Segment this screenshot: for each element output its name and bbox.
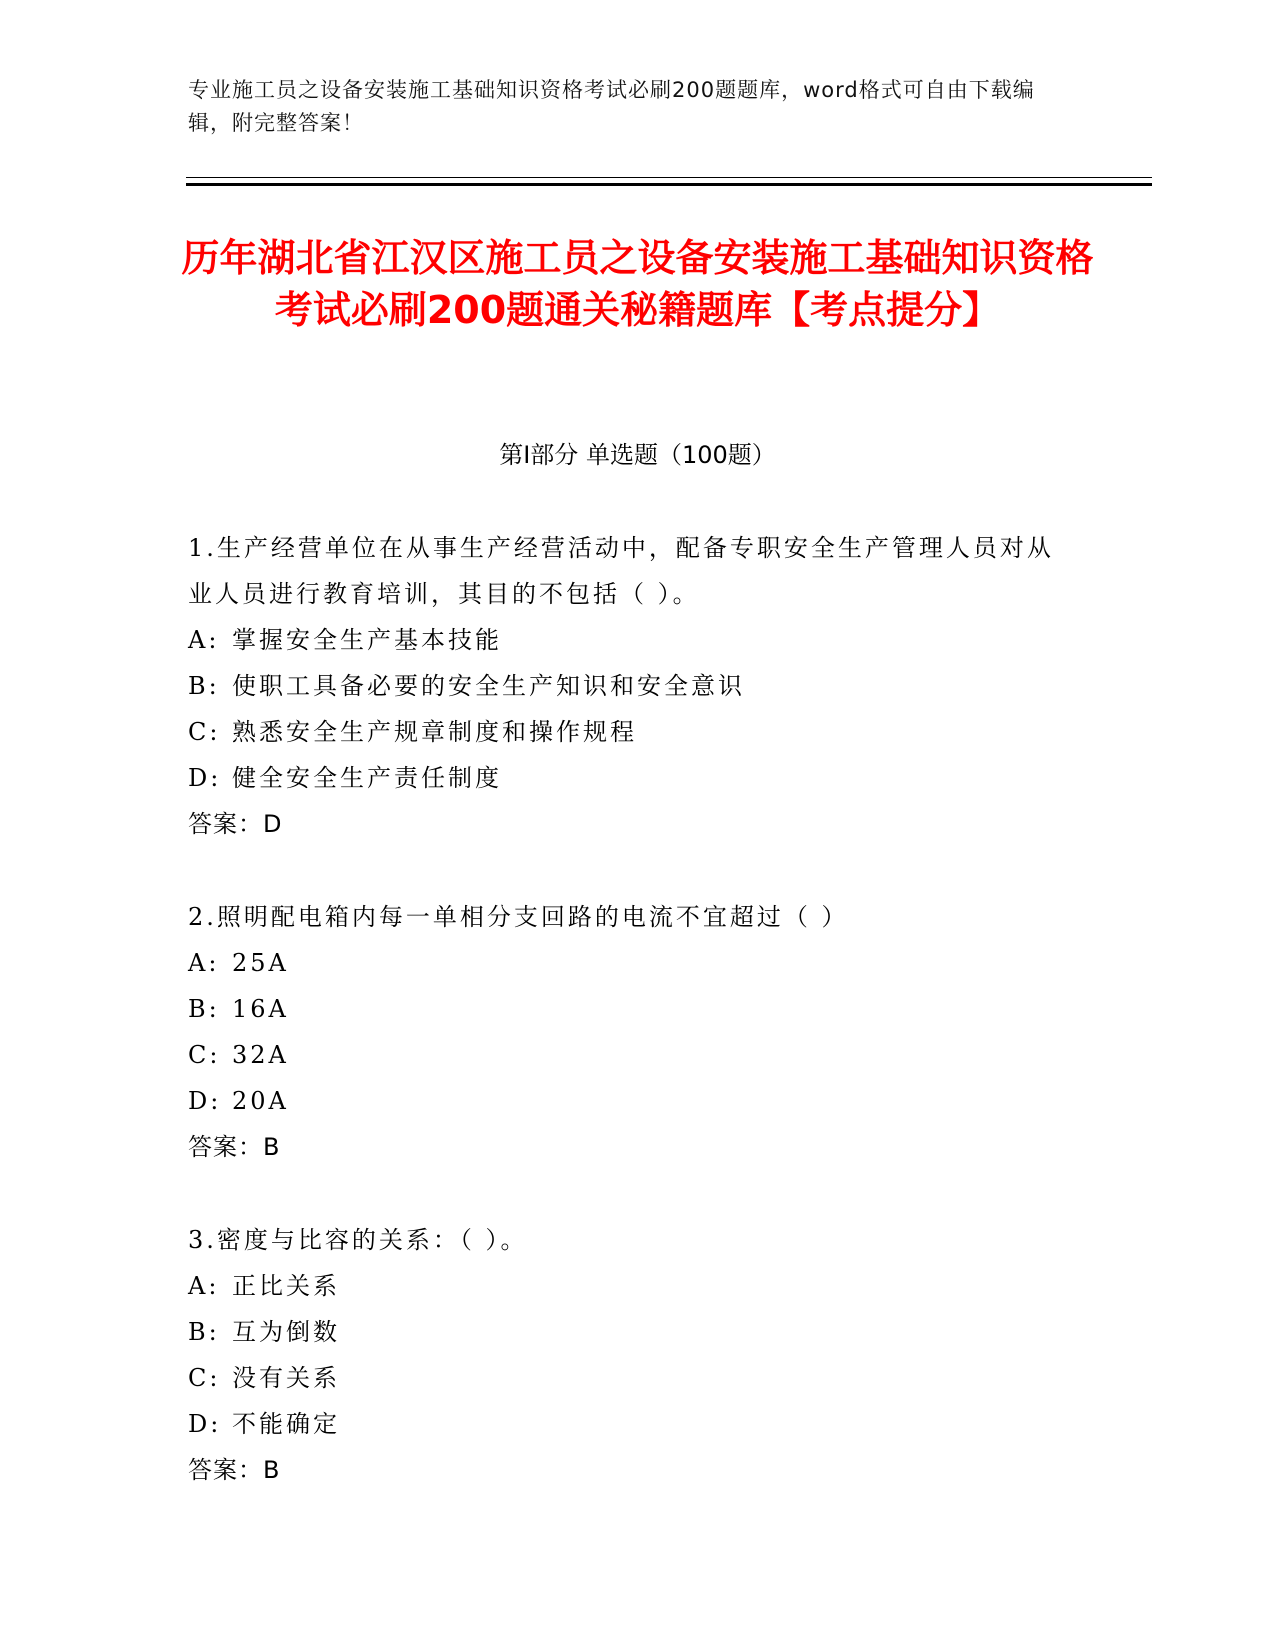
option-a xyxy=(188,1263,1068,1309)
option-d xyxy=(188,1078,1068,1124)
option-text: 使职工具备必要的安全生产知识和安全意识 xyxy=(232,672,745,700)
header-divider-thick xyxy=(186,183,1152,186)
question-stem: 1.生产经营单位在从事生产经营活动中，配备专职安全生产管理人员对从业人员进行教育培训，其目的不包括（ ）。 xyxy=(188,534,1054,608)
option-key: A: xyxy=(188,949,220,977)
option-key: A: xyxy=(188,1272,220,1300)
question-stem: 2.照明配电箱内每一单相分支回路的电流不宜超过（ ） xyxy=(188,903,849,931)
section-title: 第Ⅰ部分 单选题（100题） xyxy=(499,441,776,469)
option-key: D: xyxy=(188,1410,222,1438)
option-text: 不能确定 xyxy=(232,1410,340,1438)
option-key: A: xyxy=(188,626,220,654)
option-key: C: xyxy=(188,1364,221,1392)
answer: 答案：B xyxy=(188,1456,281,1484)
option-key: B: xyxy=(188,995,220,1023)
option-key: C: xyxy=(188,1041,221,1069)
option-b xyxy=(188,663,1068,709)
option-d xyxy=(188,1401,1068,1447)
option-c xyxy=(188,1355,1068,1401)
option-d xyxy=(188,755,1068,801)
option-text: 32A xyxy=(232,1041,289,1069)
option-text: 掌握安全生产基本技能 xyxy=(232,626,502,654)
option-a xyxy=(188,617,1068,663)
question-list xyxy=(188,525,1068,1540)
option-text: 互为倒数 xyxy=(232,1318,340,1346)
option-text: 25A xyxy=(232,949,289,977)
option-c xyxy=(188,709,1068,755)
answer: 答案：D xyxy=(188,810,283,838)
document-title: 历年湖北省江汉区施工员之设备安装施工基础知识资格考试必刷200题通关秘籍题库【考点提分】 xyxy=(181,236,1094,332)
option-b xyxy=(188,986,1068,1032)
option-key: D: xyxy=(188,1087,222,1115)
question-stem: 3.密度与比容的关系：（ ）。 xyxy=(188,1226,528,1254)
header-divider-thin xyxy=(186,177,1152,178)
option-key: C: xyxy=(188,718,221,746)
option-text: 熟悉安全生产规章制度和操作规程 xyxy=(232,718,637,746)
question-1 xyxy=(188,525,1068,847)
option-b xyxy=(188,1309,1068,1355)
option-text: 健全安全生产责任制度 xyxy=(232,764,502,792)
option-c xyxy=(188,1032,1068,1078)
option-key: B: xyxy=(188,1318,220,1346)
answer: 答案：B xyxy=(188,1133,281,1161)
header-note: 专业施工员之设备安装施工基础知识资格考试必刷200题题库，word格式可自由下载编辑，附完整答案！ xyxy=(188,78,1035,135)
option-text: 没有关系 xyxy=(232,1364,340,1392)
option-text: 20A xyxy=(232,1087,289,1115)
option-a xyxy=(188,940,1068,986)
question-2 xyxy=(188,894,1068,1170)
option-key: D: xyxy=(188,764,222,792)
question-3 xyxy=(188,1217,1068,1493)
option-text: 正比关系 xyxy=(232,1272,340,1300)
option-text: 16A xyxy=(232,995,289,1023)
option-key: B: xyxy=(188,672,220,700)
